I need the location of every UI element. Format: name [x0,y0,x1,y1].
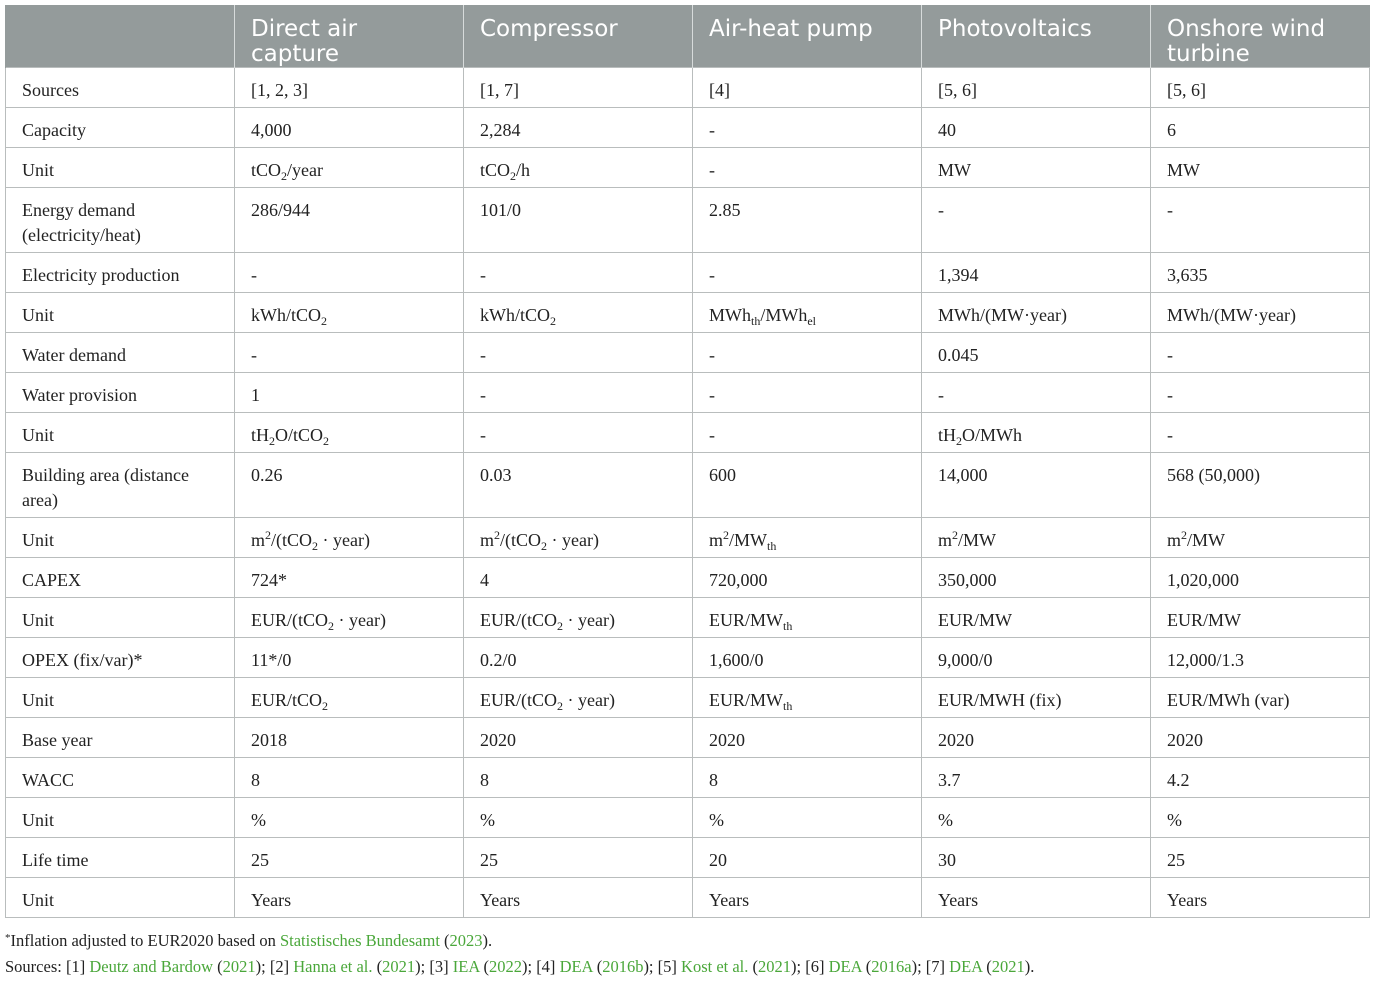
source-name-link[interactable]: DEA [559,957,593,976]
source-number: [6] [805,957,829,976]
table-cell: Years [693,878,922,918]
table-cell: Years [1151,878,1370,918]
source-year-link[interactable]: 2021 [222,957,256,976]
table-cell: 25 [1151,838,1370,878]
table-cell: EUR/tCO$_2$ [235,678,464,718]
table-cell: tCO$_2$/year [235,148,464,188]
table-cell: 0.2/0 [464,638,693,678]
source-year-link[interactable]: 2021 [991,957,1025,976]
table-cell: % [1151,798,1370,838]
table-cell: - [922,188,1151,253]
table-row [6,878,1370,918]
row-label: Unit [6,518,235,558]
table-cell: % [235,798,464,838]
table-cell: 4,000 [235,108,464,148]
table-row [6,598,1370,638]
row-label: Unit [6,598,235,638]
table-cell: kWh/tCO$_2$ [235,293,464,333]
table-cell: Years [922,878,1151,918]
row-label: Electricity production [6,253,235,293]
table-cell: EUR/$MW_{th}$ [693,678,922,718]
source-number: [2] [269,957,294,976]
table-cell: - [693,333,922,373]
table-cell: MW [922,148,1151,188]
footnote-inflation: *Inflation adjusted to EUR2020 based on Statistisches Bundesamt (2023). [5,931,493,950]
row-label: Energy demand (electricity/heat) [6,188,235,253]
table-cell: 0.03 [464,453,693,518]
table-cell: $m^2/MW$ [922,518,1151,558]
source-name-link[interactable]: IEA [452,957,480,976]
source-year-link[interactable]: 2016a [871,957,912,976]
column-header-direct-air-capture: Direct air capture [235,5,464,68]
table-cell: $m^2/MW$ [1151,518,1370,558]
table-cell: 8 [235,758,464,798]
source-year-link[interactable]: 2021 [382,957,416,976]
column-header-photovoltaics: Photovoltaics [922,5,1151,68]
row-label: Capacity [6,108,235,148]
table-cell: MW [1151,148,1370,188]
table-row [6,373,1370,413]
table-cell: [5, 6] [922,68,1151,108]
table-cell: - [693,413,922,453]
source-number: [1] [65,957,90,976]
table-row [6,148,1370,188]
table-cell: 20 [693,838,922,878]
table-cell: 724* [235,558,464,598]
table-cell: EUR/(tCO$_2$ · year) [235,598,464,638]
table-cell: EUR/$MW_{th}$ [693,598,922,638]
row-label: Unit [6,798,235,838]
table-cell: % [693,798,922,838]
table-cell: 12,000/1.3 [1151,638,1370,678]
table-cell: 2020 [1151,718,1370,758]
table-cell: 25 [235,838,464,878]
table-cell: EUR/MW [1151,598,1370,638]
table-cell: MWh/(MW·year) [922,293,1151,333]
row-label: Sources [6,68,235,108]
table-cell: 568 (50,000) [1151,453,1370,518]
table-cell: - [693,373,922,413]
parameter-table [5,5,1370,918]
table-cell: [1, 2, 3] [235,68,464,108]
table-cell: tCO$_2$/h [464,148,693,188]
column-header-air-heat-pump: Air-heat pump [693,5,922,68]
table-cell: 1 [235,373,464,413]
table-row [6,718,1370,758]
table-cell: 2020 [922,718,1151,758]
sources-prefix: Sources: [5,957,66,976]
row-label: Unit [6,878,235,918]
source-number: [7] [925,957,950,976]
source-year-link[interactable]: 2016b [602,957,644,976]
table-cell: - [693,253,922,293]
table-cell: 720,000 [693,558,922,598]
table-row [6,838,1370,878]
source-number: [3] [429,957,453,976]
column-header-corner [6,5,235,68]
table-cell: [5, 6] [1151,68,1370,108]
table-cell: EUR/MWH (fix) [922,678,1151,718]
footnote-marker: * [5,932,11,944]
table-cell: $tH_2O/tCO_2$ [235,413,464,453]
table-cell: MWh$_{th}$/MWh$_{el}$ [693,293,922,333]
table-cell: EUR/(tCO$_2$ · year) [464,678,693,718]
source-name-link[interactable]: DEA [949,957,983,976]
table-row [6,413,1370,453]
source-year-link[interactable]: 2021 [758,957,792,976]
table-row [6,518,1370,558]
table-cell: 2020 [464,718,693,758]
row-label: OPEX (fix/var)* [6,638,235,678]
table-cell: [4] [693,68,922,108]
source-number: [5] [657,957,682,976]
table-row [6,188,1370,253]
source-name-link[interactable]: Hanna et al. [293,957,373,976]
table-cell: % [464,798,693,838]
table-row [6,678,1370,718]
table-cell: - [693,148,922,188]
table-row [6,293,1370,333]
source-year-link[interactable]: 2022 [488,957,522,976]
row-label: Water demand [6,333,235,373]
table-cell: EUR/MWh (var) [1151,678,1370,718]
table-cell: kWh/tCO$_2$ [464,293,693,333]
table-cell: 101/0 [464,188,693,253]
table-cell: - [1151,373,1370,413]
row-label: CAPEX [6,558,235,598]
table-cell: Years [464,878,693,918]
table-cell: - [235,333,464,373]
table-cell: 30 [922,838,1151,878]
row-label: Building area (distance area) [6,453,235,518]
table-cell: 2.85 [693,188,922,253]
table-cell: 6 [1151,108,1370,148]
table-cell: - [693,108,922,148]
table-cell: 9,000/0 [922,638,1151,678]
row-label: Life time [6,838,235,878]
table-row [6,558,1370,598]
source-name-link[interactable]: Kost et al. [681,957,749,976]
table-row [6,253,1370,293]
table-cell: 2018 [235,718,464,758]
footnote-ref-link[interactable]: Statistisches Bundesamt [279,931,440,950]
table-cell: 2020 [693,718,922,758]
table-cell: 600 [693,453,922,518]
table-cell: 1,020,000 [1151,558,1370,598]
table-cell: - [1151,333,1370,373]
table-cell: MWh/(MW·year) [1151,293,1370,333]
row-label: Unit [6,413,235,453]
table-cell: Years [235,878,464,918]
table-cell: [1, 7] [464,68,693,108]
table-cell: - [464,333,693,373]
table-cell: 40 [922,108,1151,148]
source-name-link[interactable]: DEA [828,957,862,976]
row-label: Base year [6,718,235,758]
row-label: WACC [6,758,235,798]
table-cell: 8 [693,758,922,798]
footnote-ref-year-link[interactable]: 2023 [449,931,483,950]
table-cell: - [464,413,693,453]
table-header-row [6,5,1370,68]
table-cell: $tH_2O$/MWh [922,413,1151,453]
table-cell: 4 [464,558,693,598]
table-cell: 286/944 [235,188,464,253]
row-label: Unit [6,678,235,718]
sources-line: Sources: [1] Deutz and Bardow (2021); [2] Hanna et al. (2021); [3] IEA (2022); [4] DEA (2016b); [5] Kost et al. (2021); [6] DEA (2016a); [7] DEA (2021). [5,957,1035,976]
table-cell: 8 [464,758,693,798]
row-label: Unit [6,293,235,333]
table-cell: 2,284 [464,108,693,148]
table-notes [5,925,1369,980]
table-cell: 25 [464,838,693,878]
table-row [6,798,1370,838]
table-row [6,333,1370,373]
source-number: [4] [536,957,560,976]
table-row [6,758,1370,798]
table-cell: $m^2/(tCO_2$ · year) [235,518,464,558]
table-cell: $m^2/(tCO_2$ · year) [464,518,693,558]
table-cell: % [922,798,1151,838]
table-cell: - [1151,188,1370,253]
table-cell: 3,635 [1151,253,1370,293]
table-cell: 0.045 [922,333,1151,373]
table-cell: EUR/(tCO$_2$ · year) [464,598,693,638]
table-cell: 1,394 [922,253,1151,293]
table-cell: 4.2 [1151,758,1370,798]
table-cell: - [464,373,693,413]
table-cell: $m^2/MW_{th}$ [693,518,922,558]
table-cell: EUR/MW [922,598,1151,638]
table-cell: - [464,253,693,293]
table-row [6,68,1370,108]
table-cell: 350,000 [922,558,1151,598]
footnote-text: Inflation adjusted to EUR2020 based on [10,931,280,950]
table-cell: 1,600/0 [693,638,922,678]
row-label: Water provision [6,373,235,413]
footnote-end: . [488,931,493,950]
table-row [6,638,1370,678]
row-label: Unit [6,148,235,188]
parameter-table-container [5,5,1369,980]
table-cell: 14,000 [922,453,1151,518]
table-cell: 11*/0 [235,638,464,678]
column-header-compressor: Compressor [464,5,693,68]
table-row [6,453,1370,518]
table-cell: - [922,373,1151,413]
table-cell: - [1151,413,1370,453]
source-name-link[interactable]: Deutz and Bardow [89,957,214,976]
table-row [6,108,1370,148]
table-body [6,68,1370,918]
column-header-onshore-wind-turbine: Onshore wind turbine [1151,5,1370,68]
table-cell: 0.26 [235,453,464,518]
table-cell: 3.7 [922,758,1151,798]
table-cell: - [235,253,464,293]
